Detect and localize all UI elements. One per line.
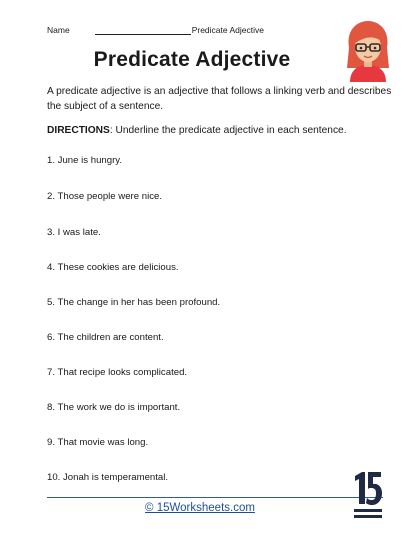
teacher-avatar-icon	[340, 18, 396, 82]
sentence-item-2: 2. Those people were nice.	[47, 191, 163, 202]
sentence-item-9: 9. That movie was long.	[47, 437, 149, 448]
directions	[47, 125, 392, 136]
sentence-item-1: 1. June is hungry.	[47, 155, 123, 166]
sentence-item-4: 4. These cookies are delicious.	[47, 262, 179, 273]
sentence-item-7: 7. That recipe looks complicated.	[47, 367, 188, 378]
sentence-item-8: 8. The work we do is important.	[47, 402, 181, 413]
footer-divider	[47, 497, 383, 498]
sentence-item-10: 10. Jonah is temperamental.	[47, 472, 169, 483]
directions-text: : Underline the predicate adjective in each sentence.	[109, 125, 347, 136]
page-title: Predicate Adjective	[93, 48, 291, 71]
sentence-item-3: 3. I was late.	[47, 227, 101, 238]
worksheet-subject: Predicate Adjective	[191, 25, 264, 35]
sentence-item-6: 6. The children are content.	[47, 332, 164, 343]
name-row	[47, 25, 264, 35]
15worksheets-logo-icon	[352, 470, 384, 522]
name-label: Name	[47, 25, 70, 35]
name-input-line	[95, 25, 191, 35]
directions-label: DIRECTIONS	[47, 125, 110, 136]
intro-paragraph: A predicate adjective is an adjective that follows a linking verb and describes the subject of a sentence.	[47, 86, 392, 112]
sentence-item-5: 5. The change in her has been profound.	[47, 297, 221, 308]
copyright-link[interactable]: © 15Worksheets.com	[145, 502, 255, 514]
